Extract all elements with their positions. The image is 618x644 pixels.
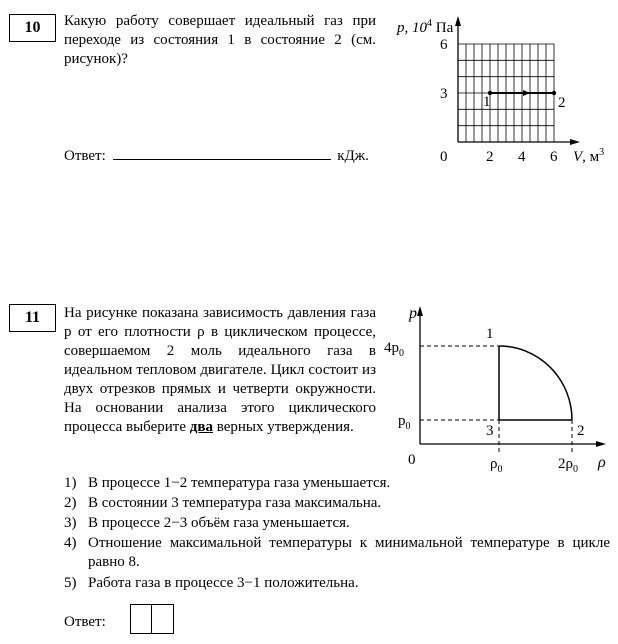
option-1[interactable]: 1) В процессе 1−2 температура газа уменьшается. [64,475,391,491]
answer-unit: кДж. [337,148,369,164]
question-11-emphasis: два [189,419,213,435]
question-10-text: Какую работу совершает идеальный газ при переходе из состояния 1 в состояние 2 (см. рисунок)? [64,13,376,67]
question-11-text-main: На рисунке показана зависимость давления газа p от его плотности ρ в циклическом процессе, совершаемом 2 моль идеального газа в идеальном тепловом двигателе. Цикл состоит из двух отрезков прямых и четверти окружности. На основании анализа этого циклического процесса выберите [64,305,376,435]
graph-axes [420,312,600,444]
cycle-path [499,346,572,420]
answer-boxes [130,604,174,634]
x-tick-4: 4 [518,149,526,165]
x-tick-2rho0: $2\rho_0$ [558,456,578,475]
question-11-text [64,304,376,437]
option-5[interactable]: 5) Работа газа в процессе 3−1 положительна. [64,575,359,591]
answer-input-line[interactable] [113,146,331,160]
origin-label: 0 [408,452,416,468]
state-label-2: 2 [577,423,585,439]
y-tick-3: 3 [440,86,448,102]
x-axis-arrow [596,441,606,447]
x-axis-label: ρ [598,454,606,471]
answer-box-1[interactable] [130,604,152,634]
x-tick-2: 2 [486,149,494,165]
point-1-label: 1 [483,94,491,110]
p-rho-graph-q11 [362,300,618,478]
x-tick-6: 6 [550,149,558,165]
answer-label: Ответ: [64,148,106,164]
process-arrow [523,90,530,96]
point-2-label: 2 [558,95,566,111]
origin-label: 0 [440,149,448,165]
arc-1-2 [499,346,572,420]
option-3[interactable]: 3) В процессе 2−3 объём газа уменьшается. [64,515,350,531]
question-10-number: 10 [9,14,56,42]
y-axis-arrow [455,16,461,26]
state-point-2 [552,91,556,95]
answer-box-2[interactable] [152,604,174,634]
dashed-guides [420,346,572,452]
x-tick-rho0: $\rho_0$ [490,456,503,475]
pv-graph-q10 [397,14,618,170]
x-axis-label: V, $м^3$ [573,147,605,165]
option-4[interactable]: 4) Отношение максимальной температуры к минимальной температуре в цикле равно 8. [64,535,610,570]
option-2[interactable]: 2) В состоянии 3 температура газа максимальна. [64,495,382,511]
question-10-answer [64,146,369,165]
y-tick-p0: $p_0$ [398,413,411,432]
y-axis-label: p, $10^4$ Па [397,18,454,36]
question-11-answer-label: Ответ: [64,614,106,630]
question-11-number: 11 [9,304,56,332]
graph-axes [458,20,576,142]
question-11-text-end: верных утверждения. [216,419,354,435]
y-axis-label: p [409,305,417,322]
state-label-3: 3 [486,423,494,439]
state-label-1: 1 [486,326,494,342]
y-axis-arrow [417,306,423,316]
y-tick-4p0: $4p_0$ [384,340,404,359]
y-tick-6: 6 [440,37,448,53]
x-axis-arrow [570,139,580,145]
